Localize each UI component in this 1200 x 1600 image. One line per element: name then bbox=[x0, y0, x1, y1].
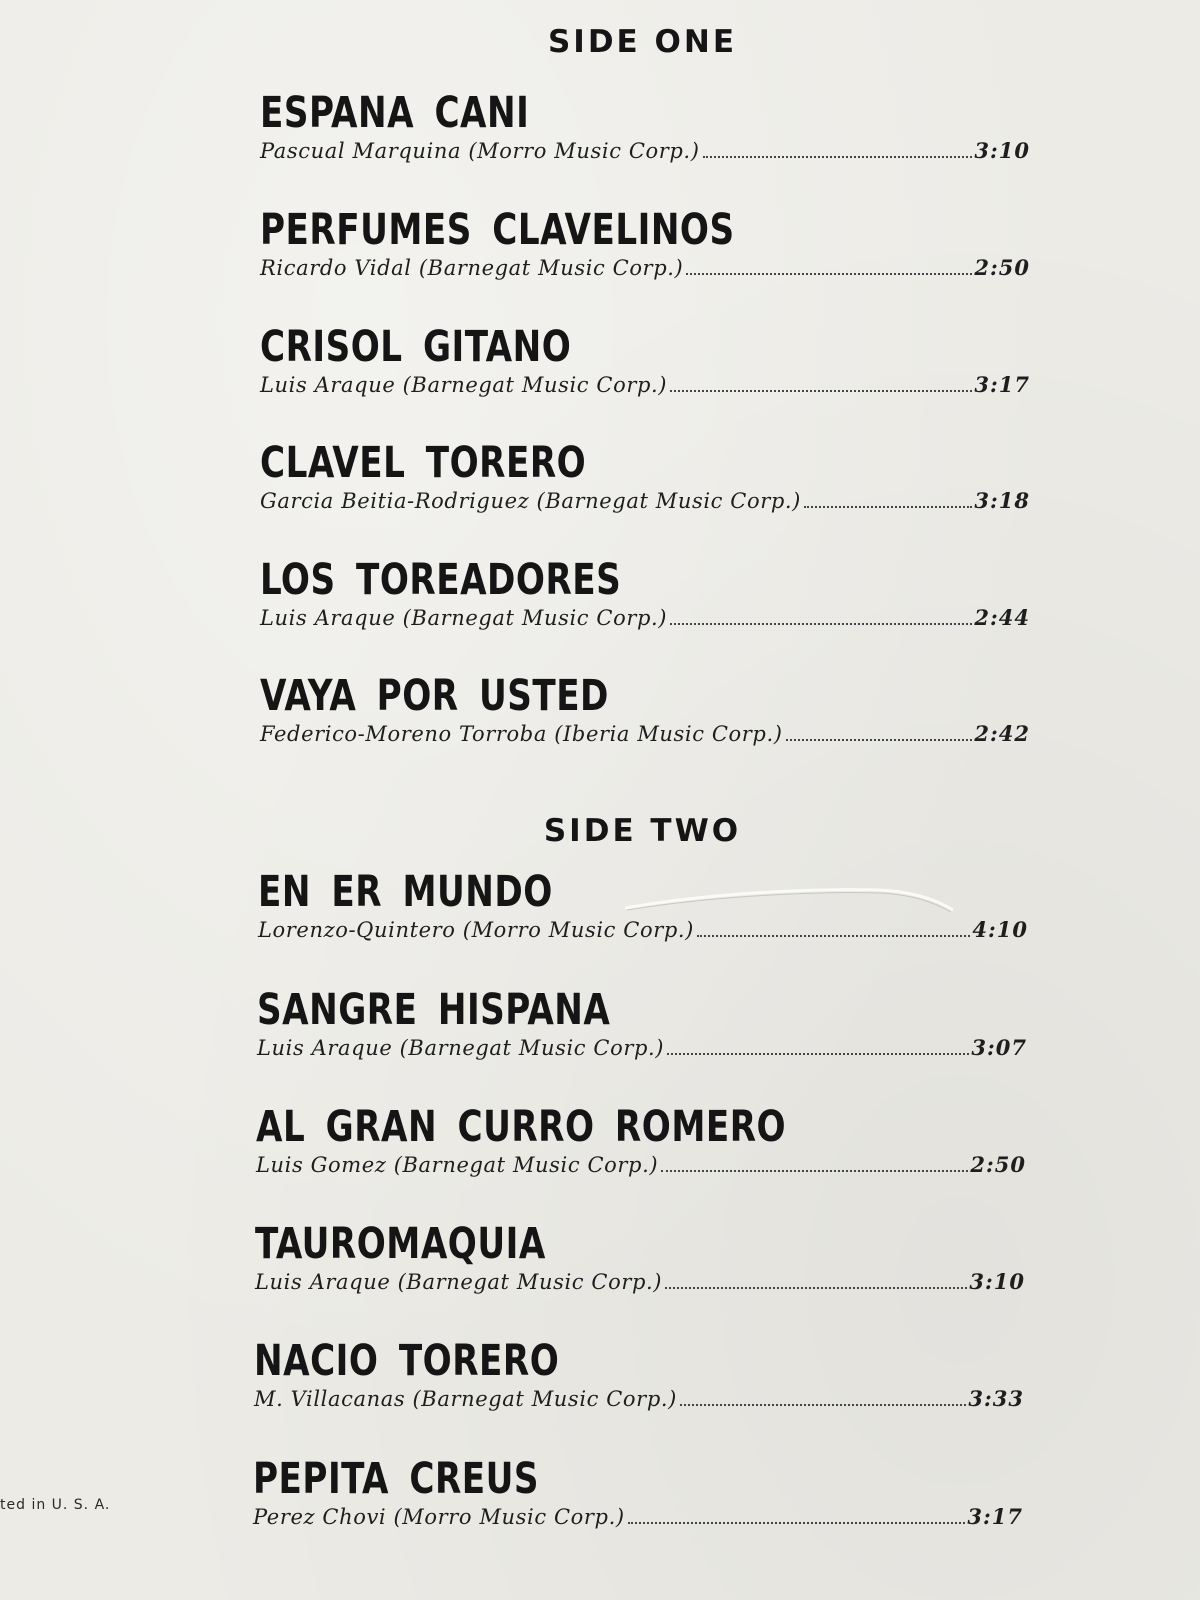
dot-leader bbox=[680, 1404, 966, 1406]
track-credit: Garcia Beitia-Rodriguez (Barnegat Music Corp.) bbox=[260, 489, 801, 513]
track-credit-line bbox=[260, 605, 1030, 631]
track-row bbox=[256, 1101, 1026, 1178]
track-duration: 3:18 bbox=[974, 488, 1030, 513]
track-credit: Pascual Marquina (Morro Music Corp.) bbox=[260, 139, 700, 163]
track-duration: 3:10 bbox=[974, 138, 1030, 163]
track-duration: 3:17 bbox=[974, 372, 1030, 397]
track-title: PERFUMES CLAVELINOS bbox=[260, 204, 735, 254]
track-credit-line bbox=[260, 138, 1030, 164]
track-duration: 2:50 bbox=[974, 255, 1030, 280]
track-title: TAUROMAQUIA bbox=[255, 1218, 546, 1268]
side-one-heading: SIDE ONE bbox=[547, 24, 738, 60]
track-title: EN ER MUNDO bbox=[258, 866, 553, 916]
track-title: LOS TOREADORES bbox=[260, 554, 622, 604]
track-credit-line bbox=[256, 1152, 1026, 1178]
track-duration: 2:42 bbox=[974, 721, 1030, 746]
dot-leader bbox=[697, 935, 970, 937]
track-credit: M. Villacanas (Barnegat Music Corp.) bbox=[254, 1387, 677, 1411]
track-title: AL GRAN CURRO ROMERO bbox=[256, 1101, 787, 1151]
dot-leader bbox=[670, 390, 972, 392]
track-duration: 2:44 bbox=[974, 605, 1030, 630]
track-duration: 3:33 bbox=[968, 1386, 1024, 1411]
track-credit-line bbox=[257, 1035, 1027, 1061]
track-duration: 2:50 bbox=[970, 1152, 1026, 1177]
printed-in-usa-note: ted in U. S. A. bbox=[0, 1497, 111, 1513]
track-row bbox=[254, 1335, 1024, 1412]
track-duration: 3:17 bbox=[967, 1504, 1023, 1529]
dot-leader bbox=[804, 506, 972, 508]
track-row bbox=[260, 554, 1030, 631]
track-title: CRISOL GITANO bbox=[260, 321, 572, 371]
track-credit-line bbox=[260, 372, 1030, 398]
track-row bbox=[260, 204, 1030, 281]
track-title: PEPITA CREUS bbox=[253, 1453, 540, 1503]
side-two-heading: SIDE TWO bbox=[543, 813, 742, 849]
track-row bbox=[260, 321, 1030, 398]
dot-leader bbox=[665, 1287, 967, 1289]
track-credit: Lorenzo-Quintero (Morro Music Corp.) bbox=[258, 918, 694, 942]
track-duration: 3:07 bbox=[971, 1035, 1027, 1060]
track-credit: Ricardo Vidal (Barnegat Music Corp.) bbox=[260, 256, 684, 280]
dot-leader bbox=[628, 1522, 966, 1524]
track-credit-line bbox=[260, 721, 1030, 747]
paper-crease bbox=[625, 884, 955, 924]
track-duration: 4:10 bbox=[972, 917, 1028, 942]
track-title: NACIO TORERO bbox=[254, 1335, 560, 1385]
track-row bbox=[260, 87, 1030, 164]
track-credit: Federico-Moreno Torroba (Iberia Music Corp.) bbox=[260, 722, 783, 746]
track-credit-line bbox=[253, 1504, 1023, 1530]
dot-leader bbox=[786, 739, 973, 741]
track-credit: Luis Araque (Barnegat Music Corp.) bbox=[257, 1036, 665, 1060]
dot-leader bbox=[703, 156, 973, 158]
track-credit-line bbox=[260, 488, 1030, 514]
track-credit: Luis Gomez (Barnegat Music Corp.) bbox=[256, 1153, 659, 1177]
track-credit-line bbox=[260, 255, 1030, 281]
track-row bbox=[253, 1453, 1023, 1530]
track-credit: Luis Araque (Barnegat Music Corp.) bbox=[260, 606, 668, 630]
track-credit: Luis Araque (Barnegat Music Corp.) bbox=[255, 1270, 663, 1294]
track-title: ESPANA CANI bbox=[260, 87, 530, 137]
track-row bbox=[260, 437, 1030, 514]
track-title: SANGRE HISPANA bbox=[257, 984, 611, 1034]
dot-leader bbox=[686, 273, 972, 275]
track-title: VAYA POR USTED bbox=[260, 670, 609, 720]
track-duration: 3:10 bbox=[969, 1269, 1025, 1294]
dot-leader bbox=[670, 623, 972, 625]
track-credit: Luis Araque (Barnegat Music Corp.) bbox=[260, 373, 668, 397]
track-credit-line bbox=[254, 1386, 1024, 1412]
track-row bbox=[260, 670, 1030, 747]
track-title: CLAVEL TORERO bbox=[260, 437, 587, 487]
dot-leader bbox=[667, 1053, 969, 1055]
track-credit: Perez Chovi (Morro Music Corp.) bbox=[253, 1505, 625, 1529]
track-row bbox=[257, 984, 1027, 1061]
track-row bbox=[255, 1218, 1025, 1295]
track-credit-line bbox=[255, 1269, 1025, 1295]
dot-leader bbox=[661, 1170, 968, 1172]
